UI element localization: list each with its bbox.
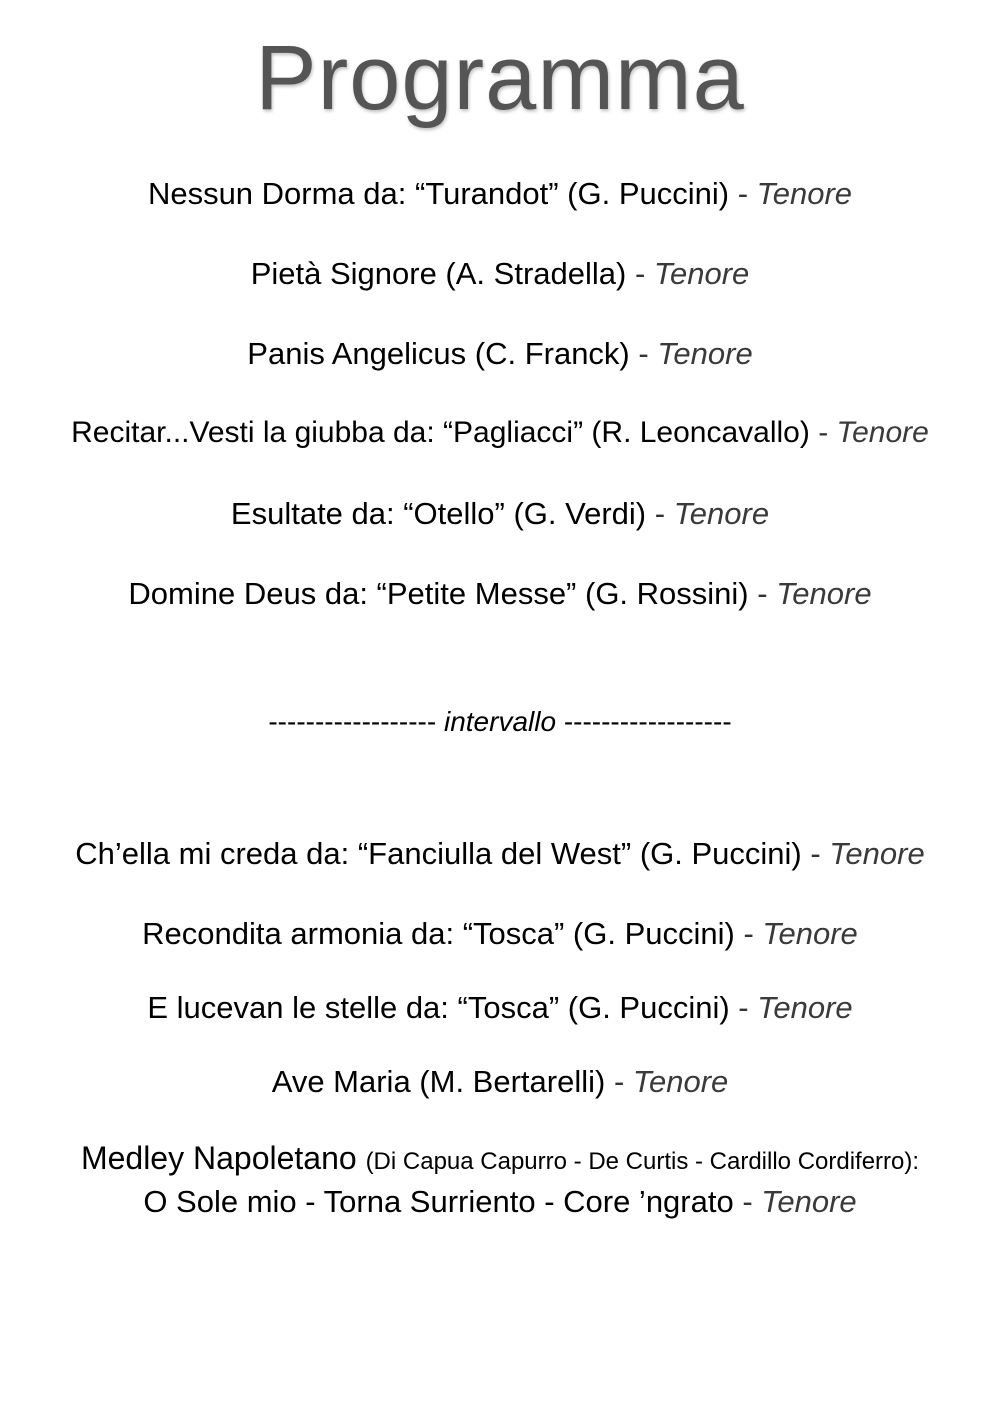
voice-label: Tenore xyxy=(761,1184,857,1219)
separator: - xyxy=(729,990,758,1025)
separator: - xyxy=(626,256,654,291)
medley-title: Medley Napoletano xyxy=(80,1140,366,1176)
medley-heading xyxy=(0,1139,1000,1177)
voice-label: Tenore xyxy=(657,336,753,371)
voice-label: Tenore xyxy=(673,496,770,531)
separator: - xyxy=(809,416,837,449)
interval-divider xyxy=(0,706,1000,738)
program-item xyxy=(0,255,1000,292)
program-item-title: Nessun Dorma da: “Turandot” (G. Puccini) xyxy=(147,176,730,211)
page-title: Programma xyxy=(255,27,745,129)
voice-label: Tenore xyxy=(757,990,853,1025)
separator: - xyxy=(801,836,830,871)
voice-label: Tenore xyxy=(836,416,929,449)
program-item xyxy=(0,415,1000,451)
program-item-title: E lucevan le stelle da: “Tosca” (G. Puccini) xyxy=(147,990,730,1025)
program-item-title: Recitar...Vesti la giubba da: “Pagliacci” (R. Leoncavallo) xyxy=(71,416,810,449)
interval-dashes-right: ------------------ xyxy=(563,706,732,737)
voice-label: Tenore xyxy=(762,916,858,951)
program-item-title: Panis Angelicus (C. Franck) xyxy=(247,336,630,371)
voice-label: Tenore xyxy=(829,836,925,871)
program-item xyxy=(0,495,1000,532)
program-item xyxy=(0,335,1000,372)
medley-song-list: O Sole mio - Torna Surriento - Core ’ngrato xyxy=(143,1184,734,1219)
program-item xyxy=(0,175,1000,212)
program-item-title: Ch’ella mi creda da: “Fanciulla del West” (G. Puccini) xyxy=(75,836,802,871)
medley-songs xyxy=(0,1183,1000,1220)
voice-label: Tenore xyxy=(756,176,853,211)
voice-label: Tenore xyxy=(653,256,750,291)
interval-label: intervallo xyxy=(443,706,557,737)
medley-composers: (Di Capua Capurro - De Curtis - Cardillo Cordiferro): xyxy=(365,1148,920,1175)
voice-label: Tenore xyxy=(632,1064,729,1099)
program-item-title: Pietà Signore (A. Stradella) xyxy=(250,256,627,291)
separator: - xyxy=(733,1184,762,1219)
interval-dashes-left: ------------------ xyxy=(268,706,437,737)
voice-label: Tenore xyxy=(776,576,872,611)
program-item xyxy=(0,915,1000,952)
program-item xyxy=(0,1063,1000,1100)
program-item-title: Domine Deus da: “Petite Messe” (G. Rossini) xyxy=(128,576,749,611)
program-item-title: Esultate da: “Otello” (G. Verdi) xyxy=(230,496,647,531)
program-item xyxy=(0,835,1000,872)
separator: - xyxy=(605,1064,633,1099)
separator: - xyxy=(729,176,757,211)
separator: - xyxy=(629,336,658,371)
separator: - xyxy=(748,576,777,611)
separator: - xyxy=(734,916,763,951)
program-item-title: Recondita armonia da: “Tosca” (G. Puccini) xyxy=(142,916,735,951)
separator: - xyxy=(646,496,674,531)
program-item xyxy=(0,575,1000,612)
program-item xyxy=(0,989,1000,1026)
program-item-title: Ave Maria (M. Bertarelli) xyxy=(271,1064,606,1099)
